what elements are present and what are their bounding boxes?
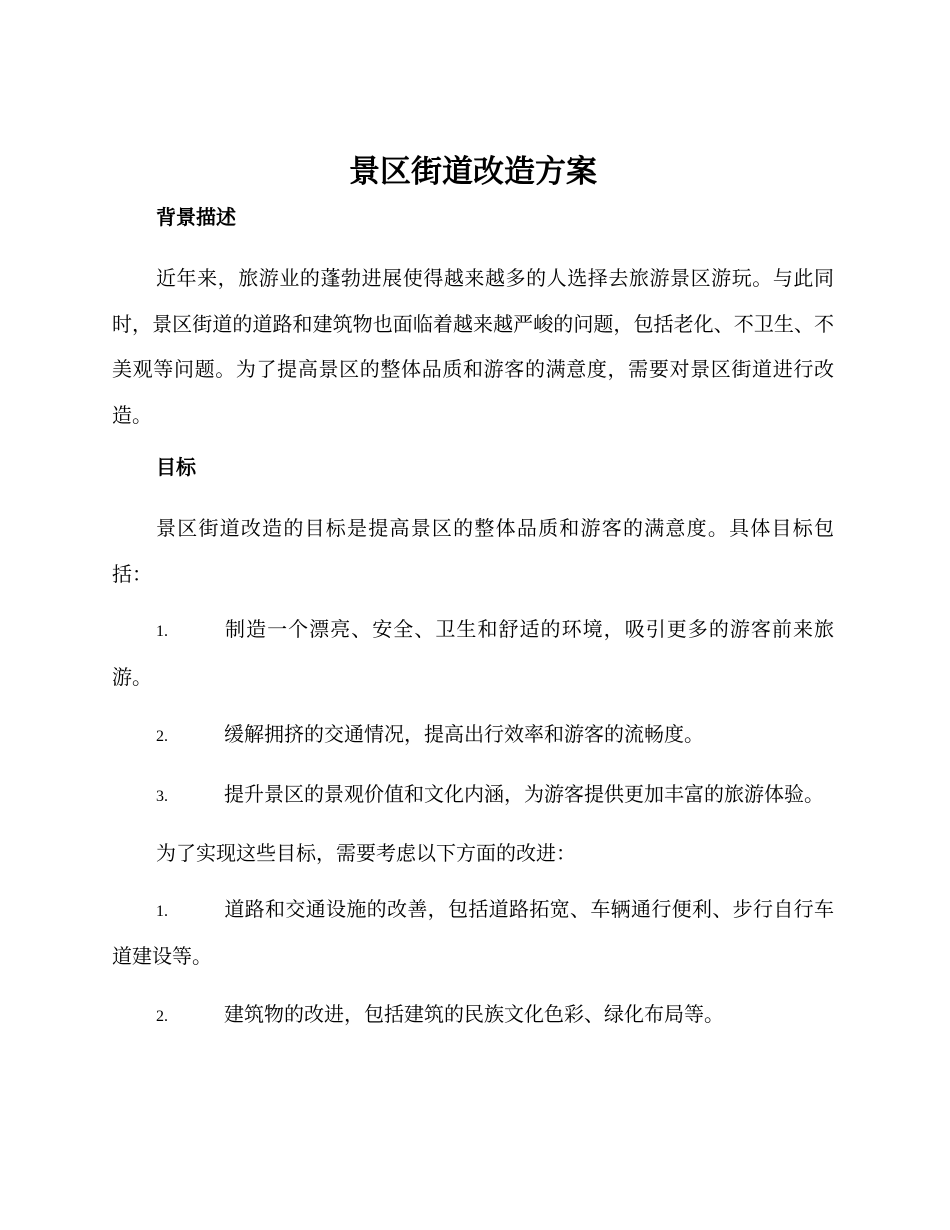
goal-list-item (112, 607, 834, 700)
goals-intro-paragraph: 景区街道改造的目标是提高景区的整体品质和游客的满意度。具体目标包括： (112, 516, 834, 586)
document-body (112, 150, 834, 1051)
improvements-intro-paragraph: 为了实现这些目标，需要考虑以下方面的改进： (156, 841, 576, 865)
list-number: 1. (156, 623, 168, 640)
list-number: 2. (156, 728, 168, 745)
document-title: 景区街道改造方案 (349, 154, 597, 190)
improvement-list-item (112, 887, 834, 980)
list-item-text: 道路和交通设施的改善，包括道路拓宽、车辆通行便利、步行自行车道建设等。 (112, 896, 834, 968)
goal-list-item (112, 772, 834, 820)
background-paragraph: 近年来，旅游业的蓬勃进展使得越来越多的人选择去旅游景区游玩。与此同时，景区街道的道路和建筑物也面临着越来越严峻的问题，包括老化、不卫生、不美观等问题。为了提高景区的整体品质和游客的满意度，需要对景区街道进行改造。 (112, 266, 834, 427)
list-item-text: 制造一个漂亮、安全、卫生和舒适的环境，吸引更多的游客前来旅游。 (112, 617, 834, 689)
list-number: 3. (156, 787, 168, 805)
list-item-text: 提升景区的景观价值和文化内涵，为游客提供更加丰富的旅游体验。 (224, 781, 824, 806)
list-number: 1. (156, 902, 168, 920)
section-heading-goals: 目标 (156, 455, 196, 479)
goal-list-item (112, 712, 834, 760)
list-item-text: 建筑物的改进，包括建筑的民族文化色彩、绿化布局等。 (224, 1001, 724, 1026)
list-number: 2. (156, 1007, 168, 1025)
section-heading-background: 背景描述 (156, 205, 236, 229)
list-item-text: 缓解拥挤的交通情况，提高出行效率和游客的流畅度。 (224, 722, 704, 746)
improvement-list-item (112, 992, 834, 1040)
